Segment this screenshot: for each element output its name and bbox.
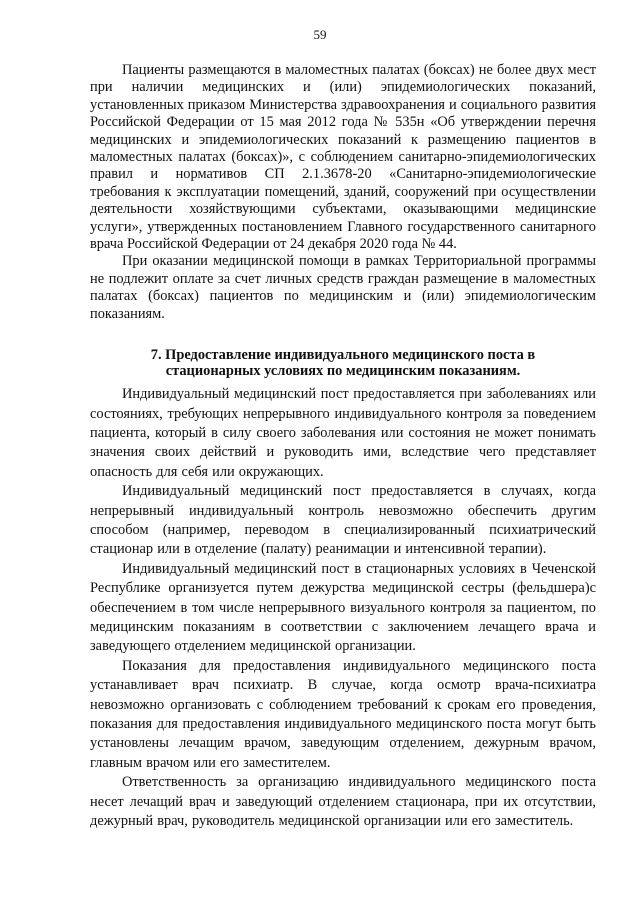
page-number: 59 [313, 27, 327, 42]
section-body [90, 385, 596, 831]
section-heading: 7. Предоставление индивидуального медицинского поста в стационарных условиях по медицинским показаниям. [150, 347, 536, 380]
paragraph: Индивидуальный медицинский пост предоставляется в случаях, когда непрерывный индивидуальный контроль невозможно обеспечить другим способом (например, переводом в специализированный психиатрический стационар или в отделение (палату) реанимации и интенсивной терапии). [90, 483, 596, 558]
paragraph: Индивидуальный медицинский пост предоставляется при заболеваниях или состояниях, требующих непрерывного индивидуального контроля за поведением пациента, который в силу своего заболевания или состояния не может понимать значения своих действий и руководить ими, вследствие чего представляет опасность для себя или окружающих. [90, 386, 596, 480]
paragraph: Индивидуальный медицинский пост в стационарных условиях в Чеченской Республике организуется путем дежурства медицинской сестры (фельдшера)с обеспечением в том числе непрерывного визуального контроля за пациентом, по медицинским показаниям в соответствии с заключением лечащего врача и заведующего отделением медицинской организации. [90, 560, 596, 655]
document-body [90, 62, 596, 831]
paragraph: Показания для предоставления индивидуального медицинского поста устанавливает врач психиатр. В случае, когда осмотр врача-психиатра невозможно организовать с соблюдением требований к срокам его проведения, показания для предоставления индивидуального медицинского поста могут быть установлены лечащим врачом, заведующим отделением, дежурным врачом, главным врачом или его заместителем. [90, 657, 596, 771]
paragraph: Пациенты размещаются в маломестных палатах (боксах) не более двух мест при наличии медицинских и (или) эпидемиологических показаний, установленных приказом Министерства здравоохранения и социального развития Российской Федерации от 15 мая 2012 года № 535н «Об утверждении перечня медицинских и эпидемиологических показаний к размещению пациентов в маломестных палатах (боксах)», с соблюдением санитарно-эпидемиологических правил и нормативов СП 2.1.3678-20 «Санитарно-эпидемиологические требования к эксплуатации помещений, зданий, сооружений при осуществлении деятельности хозяйствующими субъектами, оказывающими медицинские услуги», утвержденных постановлением Главного государственного санитарного врача Российской Федерации от 24 декабря 2020 года № 44. [90, 62, 596, 253]
paragraph: При оказании медицинской помощи в рамках Территориальной программы не подлежит оплате за счет личных средств граждан размещение в маломестных палатах (боксах) пациентов по медицинским и (или) эпидемиологическим показаниям. [90, 253, 596, 322]
paragraph: Ответственность за организацию индивидуального медицинского поста несет лечащий врач и заведующий отделением стационара, при их отсутствии, дежурный врач, руководитель медицинской организации или его заместитель. [90, 774, 596, 830]
